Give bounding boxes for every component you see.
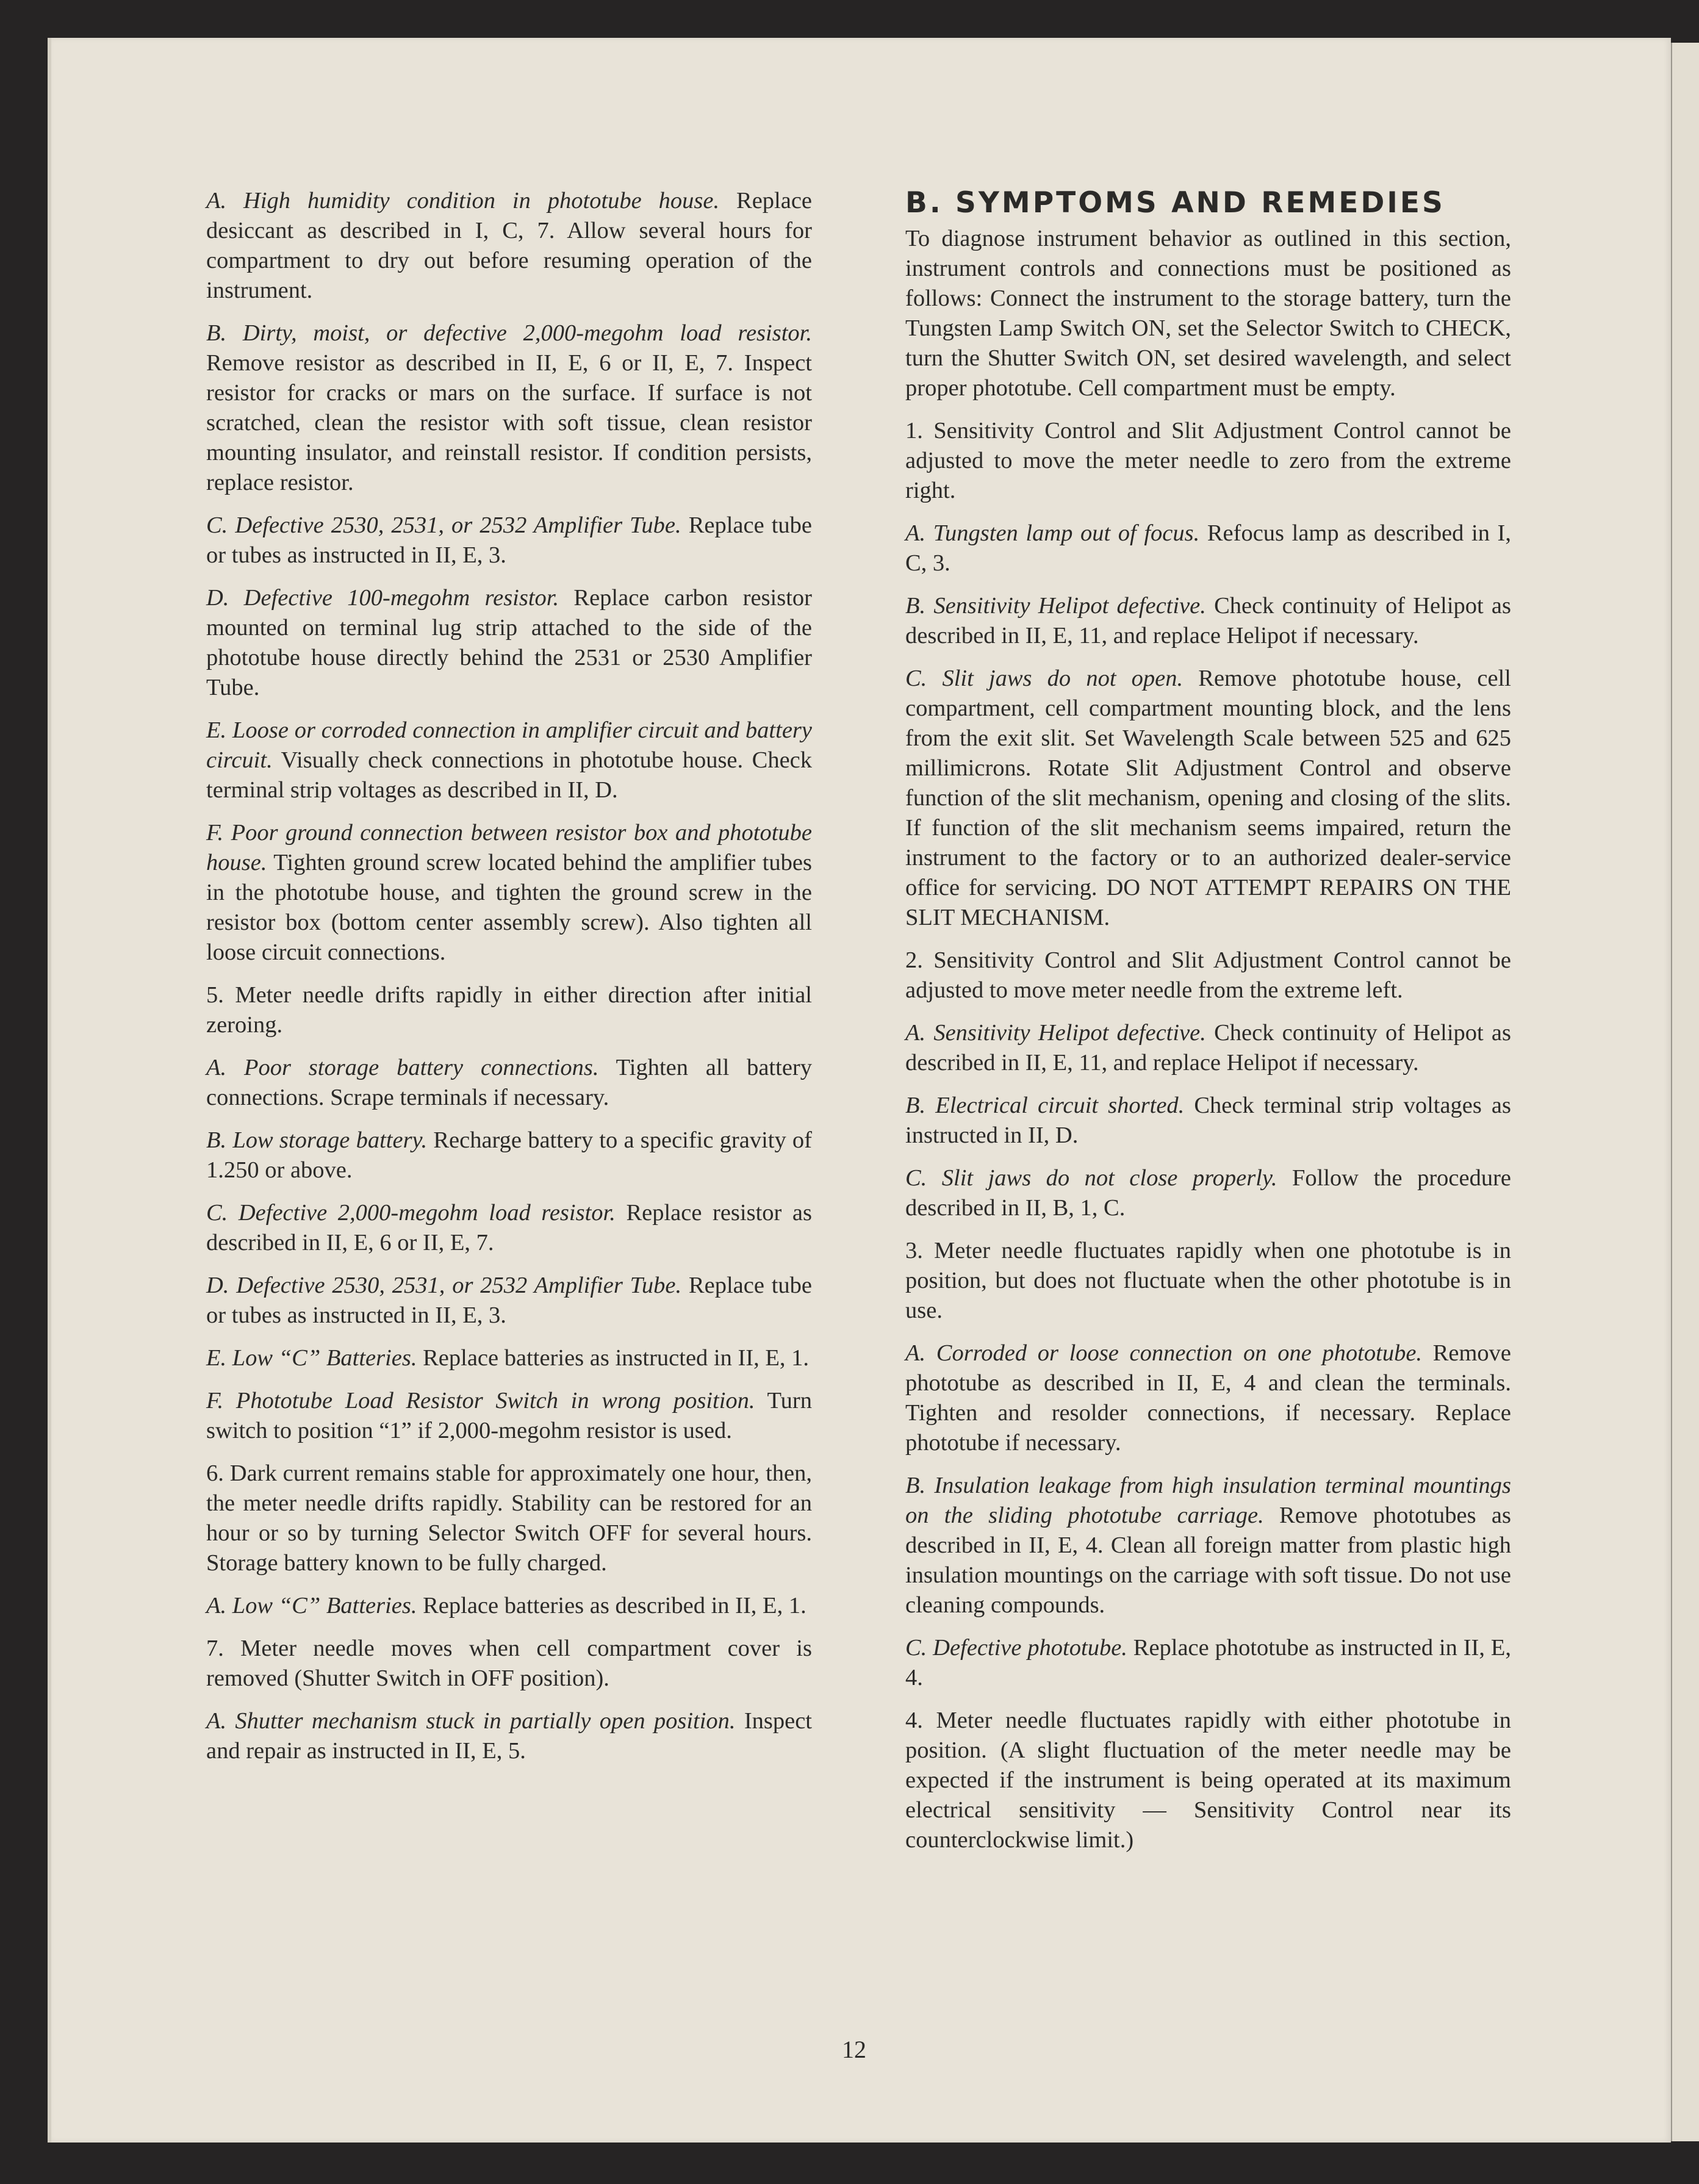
paragraph-text: Tighten ground screw located behind the amplifier tubes in the phototube house, and tighten the ground screw in the resistor box (bottom center assembly screw). Also tighten all loose circuit connections. xyxy=(206,850,812,965)
page-number: 12 xyxy=(842,2036,866,2063)
paragraph-text: Check terminal strip voltages as instructed in II, D. xyxy=(905,1093,1511,1148)
paragraph-text: Remove phototube as described in II, E, 4 and clean the terminals. Tighten and resolder connections, if necessary. Replace phototube if necessary. xyxy=(905,1340,1511,1456)
cause-lead: E. Loose or corroded connection in amplifier circuit and battery circuit. xyxy=(206,717,812,773)
paragraph-text: 1. Sensitivity Control and Slit Adjustment Control cannot be adjusted to move the meter needle to zero from the extreme right. xyxy=(905,418,1511,503)
paragraph-text: 6. Dark current remains stable for approximately one hour, then, the meter needle drifts rapidly. Stability can be restored for an hour or so by turning Selector Switch OFF for several hours. Storage battery known to be fully charged. xyxy=(206,1460,812,1576)
cause-lead: A. High humidity condition in phototube house. xyxy=(206,188,720,214)
paragraph-text: Recharge battery to a specific gravity of 1.250 or above. xyxy=(206,1127,812,1183)
remedy-paragraph xyxy=(206,511,812,570)
cause-lead: C. Slit jaws do not close properly. xyxy=(905,1165,1277,1191)
cause-lead: A. Poor storage battery connections. xyxy=(206,1055,599,1080)
paragraph-text: Turn switch to position “1” if 2,000-megohm resistor is used. xyxy=(206,1388,812,1443)
remedy-paragraph xyxy=(206,1706,812,1766)
cause-lead: C. Defective 2530, 2531, or 2532 Amplifier Tube. xyxy=(206,512,681,538)
paragraph-text: Replace desiccant as described in I, C, 7. Allow several hours for compartment to dry out before resuming operation of the instrument. xyxy=(206,188,812,303)
remedy-paragraph xyxy=(206,583,812,703)
remedy-paragraph xyxy=(905,519,1511,578)
numbered-symptom xyxy=(206,1634,812,1694)
paragraph-text: Remove resistor as described in II, E, 6 or II, E, 7. Inspect resistor for cracks or mars on the surface. If surface is not scratched, clean the resistor with soft tissue, clean resistor mounting insulator, and reinstall resistor. If condition persists, replace resistor. xyxy=(206,350,812,495)
left-column xyxy=(206,186,812,1779)
cause-lead: C. Defective phototube. xyxy=(905,1635,1127,1661)
cause-lead: B. Insulation leakage from high insulation terminal mountings on the sliding phototube carriage. xyxy=(905,1473,1511,1528)
remedy-paragraph xyxy=(206,186,812,306)
paragraph-text: 7. Meter needle moves when cell compartment cover is removed (Shutter Switch in OFF position). xyxy=(206,1636,812,1691)
section-heading: B. SYMPTOMS AND REMEDIES xyxy=(905,186,1445,220)
paragraph-text: To diagnose instrument behavior as outlined in this section, instrument controls and connections must be positioned as follows: Connect the instrument to the storage battery, turn the Tungsten Lamp Switch ON, set the Selector Switch to CHECK, turn the Shutter Switch ON, set desired wavelength, and select proper phototube. Cell compartment must be empty. xyxy=(905,226,1511,401)
remedy-paragraph xyxy=(905,1091,1511,1151)
paragraph-text: Follow the procedure described in II, B, 1, C. xyxy=(905,1165,1511,1221)
remedy-paragraph xyxy=(905,1163,1511,1223)
paragraph-text: Replace carbon resistor mounted on terminal lug strip attached to the side of the phototube house directly behind the 2531 or 2530 Amplifier Tube. xyxy=(206,585,812,700)
remedy-paragraph xyxy=(206,1198,812,1258)
paragraph-text: Replace tube or tubes as instructed in II, E, 3. xyxy=(206,1273,812,1328)
paragraph-text: 5. Meter needle drifts rapidly in either direction after initial zeroing. xyxy=(206,982,812,1038)
cause-lead: F. Poor ground connection between resistor box and phototube house. xyxy=(206,820,812,875)
remedy-paragraph xyxy=(905,591,1511,651)
paragraph-text: 2. Sensitivity Control and Slit Adjustment Control cannot be adjusted to move meter needle from the extreme left. xyxy=(905,947,1511,1003)
remedy-paragraph xyxy=(206,1126,812,1185)
numbered-symptom xyxy=(905,1236,1511,1326)
remedy-paragraph xyxy=(206,1053,812,1113)
cause-lead: B. Sensitivity Helipot defective. xyxy=(905,593,1206,619)
remedy-paragraph xyxy=(905,1338,1511,1458)
remedy-paragraph xyxy=(206,1343,812,1373)
paragraph-text: Tighten all battery connections. Scrape terminals if necessary. xyxy=(206,1055,812,1110)
cause-lead: A. Shutter mechanism stuck in partially open position. xyxy=(206,1708,736,1734)
paragraph-text: Inspect and repair as instructed in II, E, 5. xyxy=(206,1708,812,1764)
paragraph-text: Check continuity of Helipot as described in II, E, 11, and replace Helipot if necessary. xyxy=(905,593,1511,648)
cause-lead: A. Corroded or loose connection on one phototube. xyxy=(905,1340,1423,1366)
cause-lead: D. Defective 2530, 2531, or 2532 Amplifier Tube. xyxy=(206,1273,682,1298)
cause-lead: C. Defective 2,000-megohm load resistor. xyxy=(206,1200,616,1226)
paragraph-text: Replace resistor as described in II, E, 6 or II, E, 7. xyxy=(206,1200,812,1255)
numbered-symptom xyxy=(905,1706,1511,1855)
numbered-symptom xyxy=(905,946,1511,1005)
paragraph-text: Refocus lamp as described in I, C, 3. xyxy=(905,520,1512,576)
paragraph-text: Remove phototubes as described in II, E, 4. Clean all foreign matter from plastic high insulation mountings on the carriage with soft tissue. Do not use cleaning compounds. xyxy=(905,1503,1511,1618)
remedy-paragraph xyxy=(905,416,1511,506)
paragraph-text: Remove phototube house, cell compartment, cell compartment mounting block, and the lens from the exit slit. Set Wavelength Scale between 525 and 625 millimicrons. Rotate Slit Adjustment Control and observe function of the slit mechanism, opening and closing of the slits. If function of the slit mechanism seems impaired, return the instrument to the factory or to an authorized dealer-service office for servicing. DO NOT ATTEMPT REPAIRS ON THE SLIT MECHANISM. xyxy=(905,666,1511,930)
paragraph-text: Replace batteries as instructed in II, E, 1. xyxy=(417,1345,810,1371)
cause-lead: E. Low “C” Batteries. xyxy=(206,1345,417,1371)
cause-lead: D. Defective 100-megohm resistor. xyxy=(206,585,559,611)
remedy-paragraph xyxy=(905,224,1511,403)
cause-lead: B. Low storage battery. xyxy=(206,1127,428,1153)
next-page-edge xyxy=(1670,43,1699,2141)
paragraph-text: Replace batteries as described in II, E, 1. xyxy=(417,1593,806,1618)
paragraph-text: Check continuity of Helipot as described in II, E, 11, and replace Helipot if necessary. xyxy=(905,1020,1511,1076)
remedy-paragraph xyxy=(905,1633,1511,1693)
right-column xyxy=(905,186,1511,1868)
cause-lead: F. Phototube Load Resistor Switch in wrong position. xyxy=(206,1388,755,1413)
remedy-paragraph xyxy=(206,818,812,968)
paragraph-text: 3. Meter needle fluctuates rapidly when one phototube is in position, but does not fluctuate when the other phototube is in use. xyxy=(905,1238,1511,1323)
paragraph-text: Replace tube or tubes as instructed in II, E, 3. xyxy=(206,512,813,568)
remedy-paragraph xyxy=(206,318,812,498)
remedy-paragraph xyxy=(905,1018,1511,1078)
cause-lead: A. Tungsten lamp out of focus. xyxy=(905,520,1200,546)
cause-lead: B. Dirty, moist, or defective 2,000-megohm load resistor. xyxy=(206,320,812,346)
numbered-symptom xyxy=(206,1459,812,1578)
remedy-paragraph xyxy=(206,716,812,805)
remedy-paragraph xyxy=(206,1386,812,1446)
paragraph-text: 4. Meter needle fluctuates rapidly with either phototube in position. (A slight fluctuation of the meter needle may be expected if the instrument is being operated at its maximum electrical sensitivity — Sensitivity Control near its counterclockwise limit.) xyxy=(905,1708,1511,1853)
remedy-paragraph xyxy=(905,664,1511,933)
paragraph-text: Replace phototube as instructed in II, E, 4. xyxy=(905,1635,1511,1690)
cause-lead: C. Slit jaws do not open. xyxy=(905,666,1184,691)
remedy-paragraph xyxy=(905,1471,1511,1620)
remedy-paragraph xyxy=(206,1591,812,1621)
remedy-paragraph xyxy=(206,1271,812,1331)
cause-lead: A. Sensitivity Helipot defective. xyxy=(905,1020,1206,1046)
cause-lead: B. Electrical circuit shorted. xyxy=(905,1093,1185,1118)
numbered-symptom xyxy=(206,980,812,1040)
paragraph-text: Visually check connections in phototube house. Check terminal strip voltages as described in II, D. xyxy=(206,747,812,803)
cause-lead: A. Low “C” Batteries. xyxy=(206,1593,417,1618)
